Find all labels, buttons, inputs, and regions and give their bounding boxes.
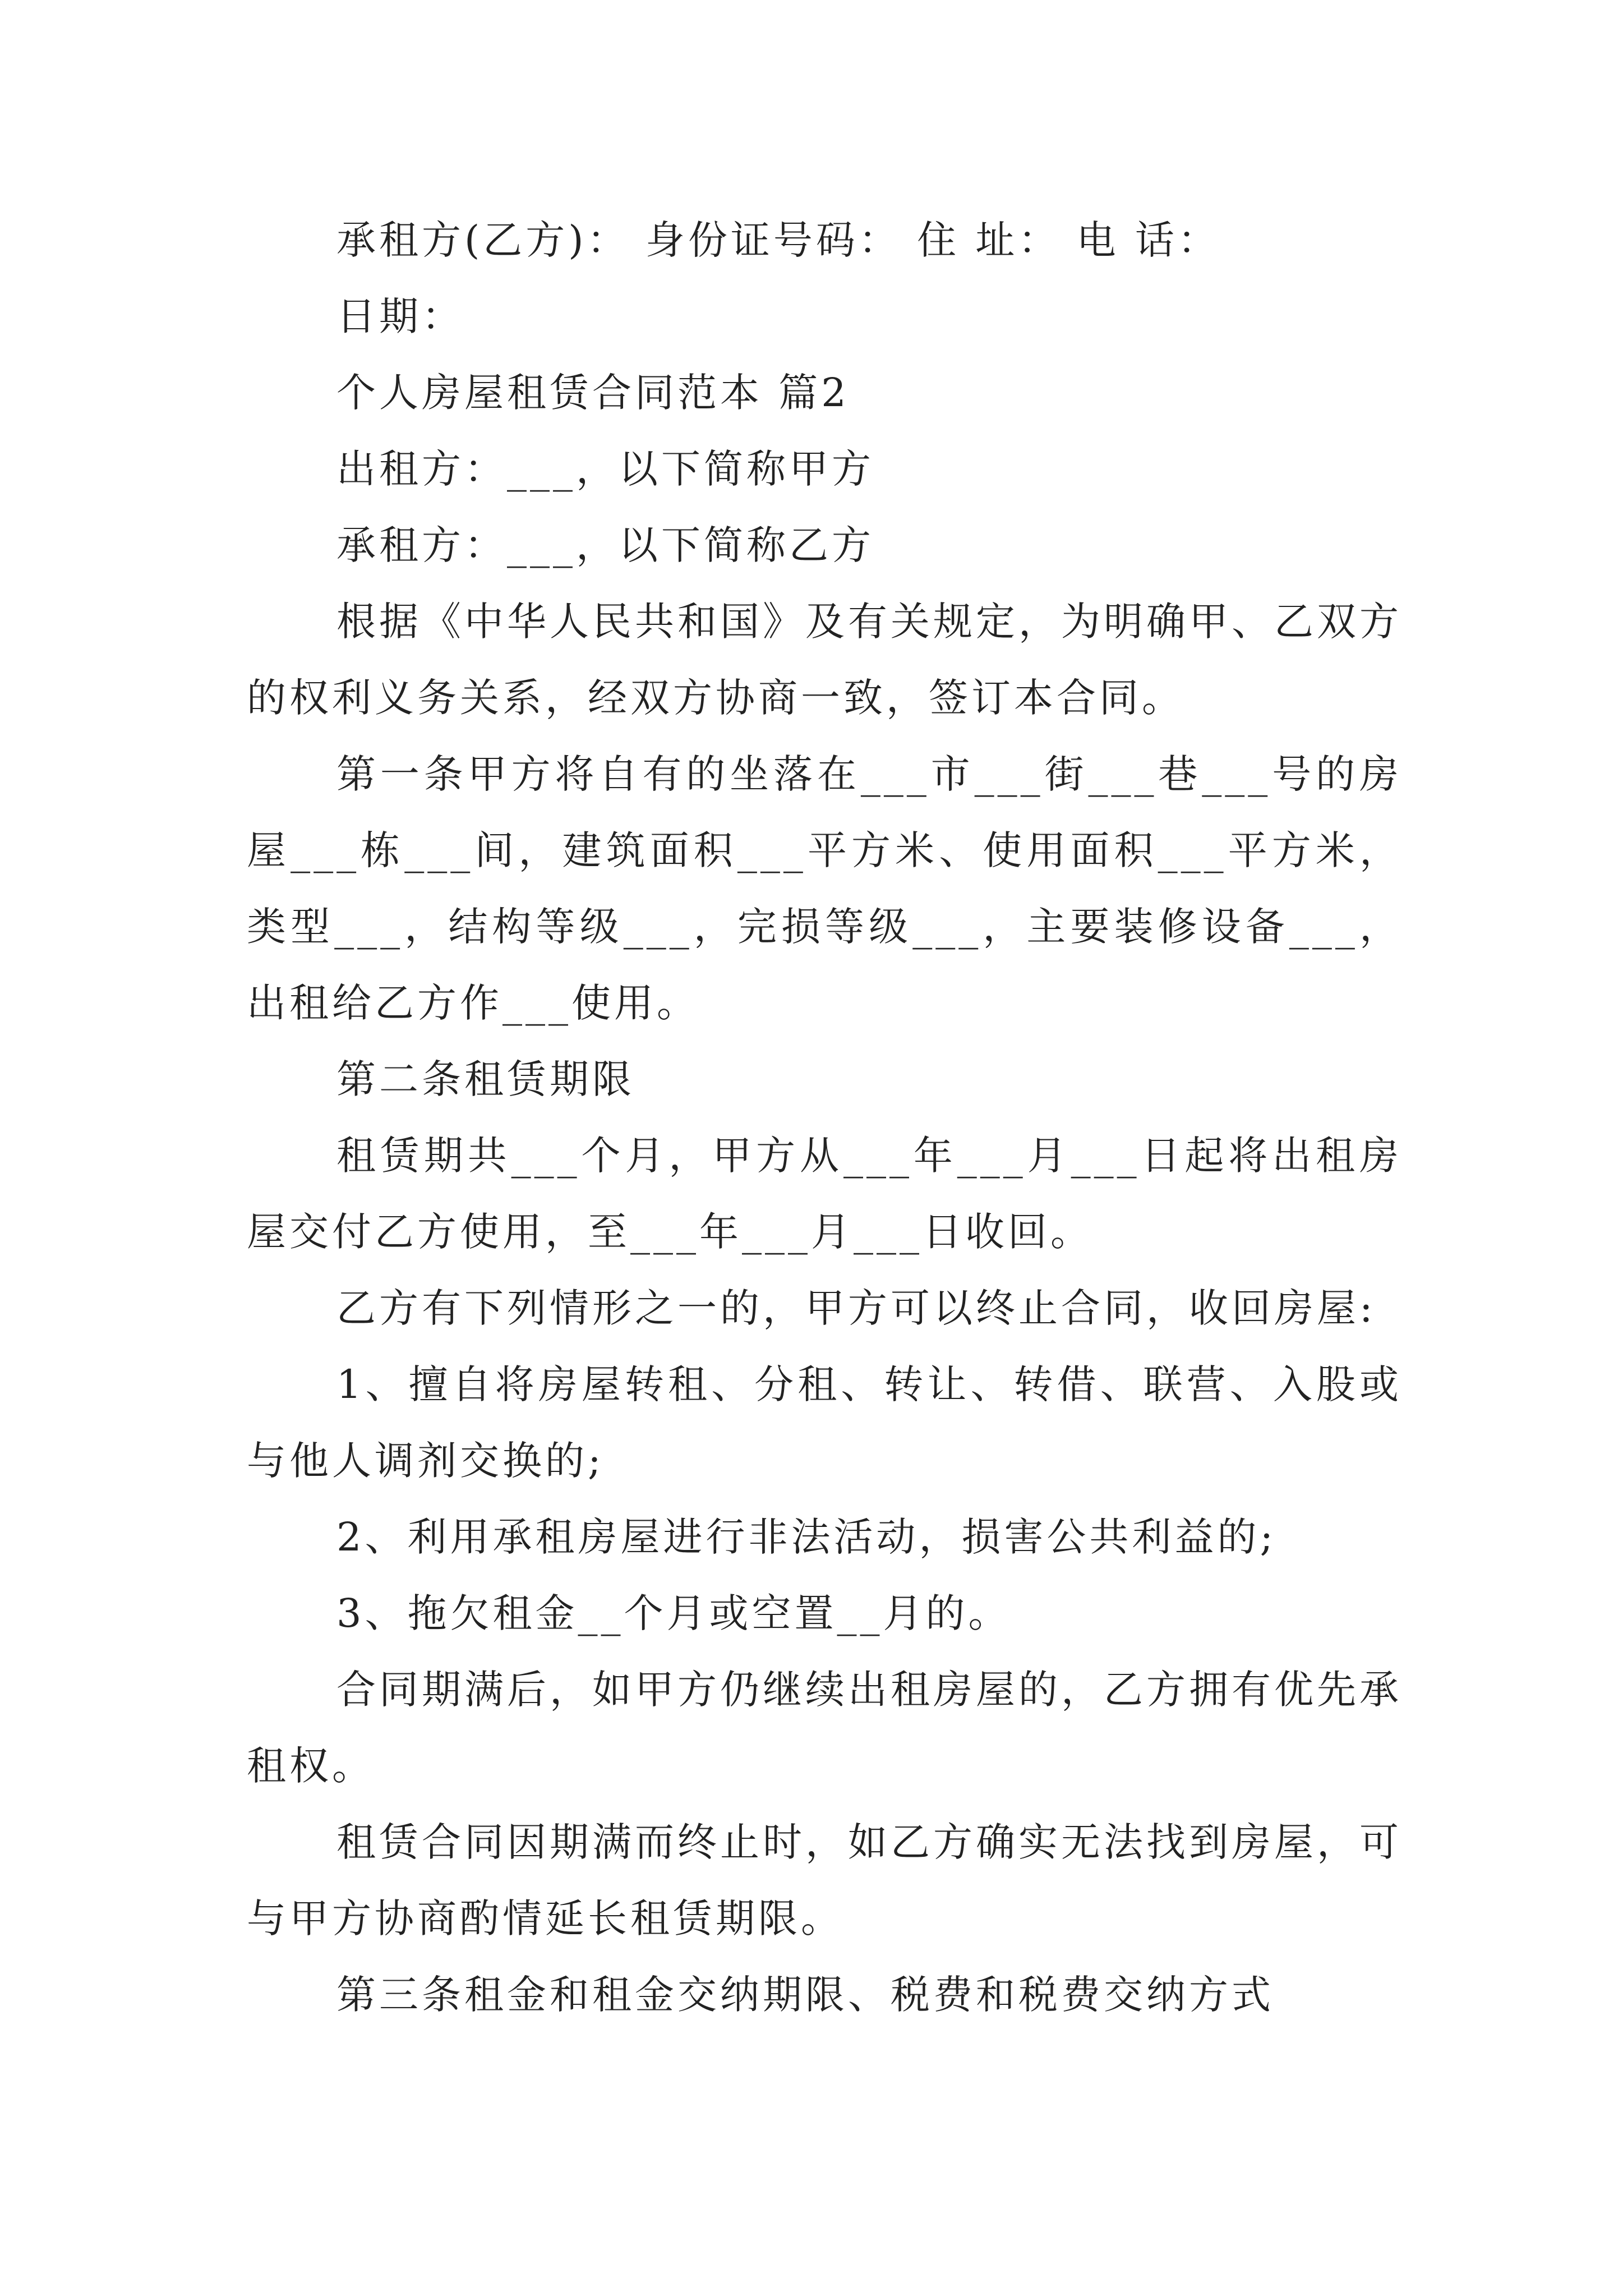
article-1-paragraph: 第一条甲方将自有的坐落在___市___街___巷___号的房屋___栋___间，建筑面积___平方米、使用面积___平方米，类型___，结构等级___，完损等级___，主要装修设备___，出租给乙方作___使用。	[247, 751, 1402, 1026]
lessor-line: 出租方：___，以下简称甲方	[336, 446, 874, 492]
termination-item-1: 1、擅自将房屋转租、分租、转让、转借、联营、入股或与他人调剂交换的;	[247, 1361, 1402, 1484]
article-2-heading: 第二条租赁期限	[336, 1056, 635, 1102]
document-body	[247, 202, 1402, 2033]
date-line: 日期：	[336, 293, 464, 339]
lessee-line: 承租方：___，以下简称乙方	[336, 522, 874, 568]
termination-item-3: 3、拖欠租金__个月或空置__月的。	[336, 1590, 1011, 1636]
article-3-heading: 第三条租金和租金交纳期限、税费和税费交纳方式	[336, 1972, 1274, 2018]
priority-lease-paragraph: 合同期满后，如甲方仍继续出租房屋的，乙方拥有优先承租权。	[247, 1667, 1402, 1789]
lease-term-paragraph: 租赁期共___个月，甲方从___年___月___日起将出租房屋交付乙方使用，至___年___月___日收回。	[247, 1133, 1402, 1255]
extension-paragraph: 租赁合同因期满而终止时，如乙方确实无法找到房屋，可与甲方协商酌情延长租赁期限。	[247, 1819, 1402, 1941]
tenant-info-line: 承租方(乙方)： 身份证号码： 住 址： 电 话：	[336, 217, 1220, 263]
section-title: 个人房屋租赁合同范本 篇2	[336, 370, 850, 416]
preamble-paragraph: 根据《中华人民共和国》及有关规定，为明确甲、乙双方的权利义务关系，经双方协商一致，签订本合同。	[247, 599, 1402, 721]
termination-intro: 乙方有下列情形之一的，甲方可以终止合同，收回房屋:	[336, 1285, 1376, 1331]
termination-item-2: 2、利用承租房屋进行非法活动，损害公共利益的;	[336, 1514, 1277, 1560]
